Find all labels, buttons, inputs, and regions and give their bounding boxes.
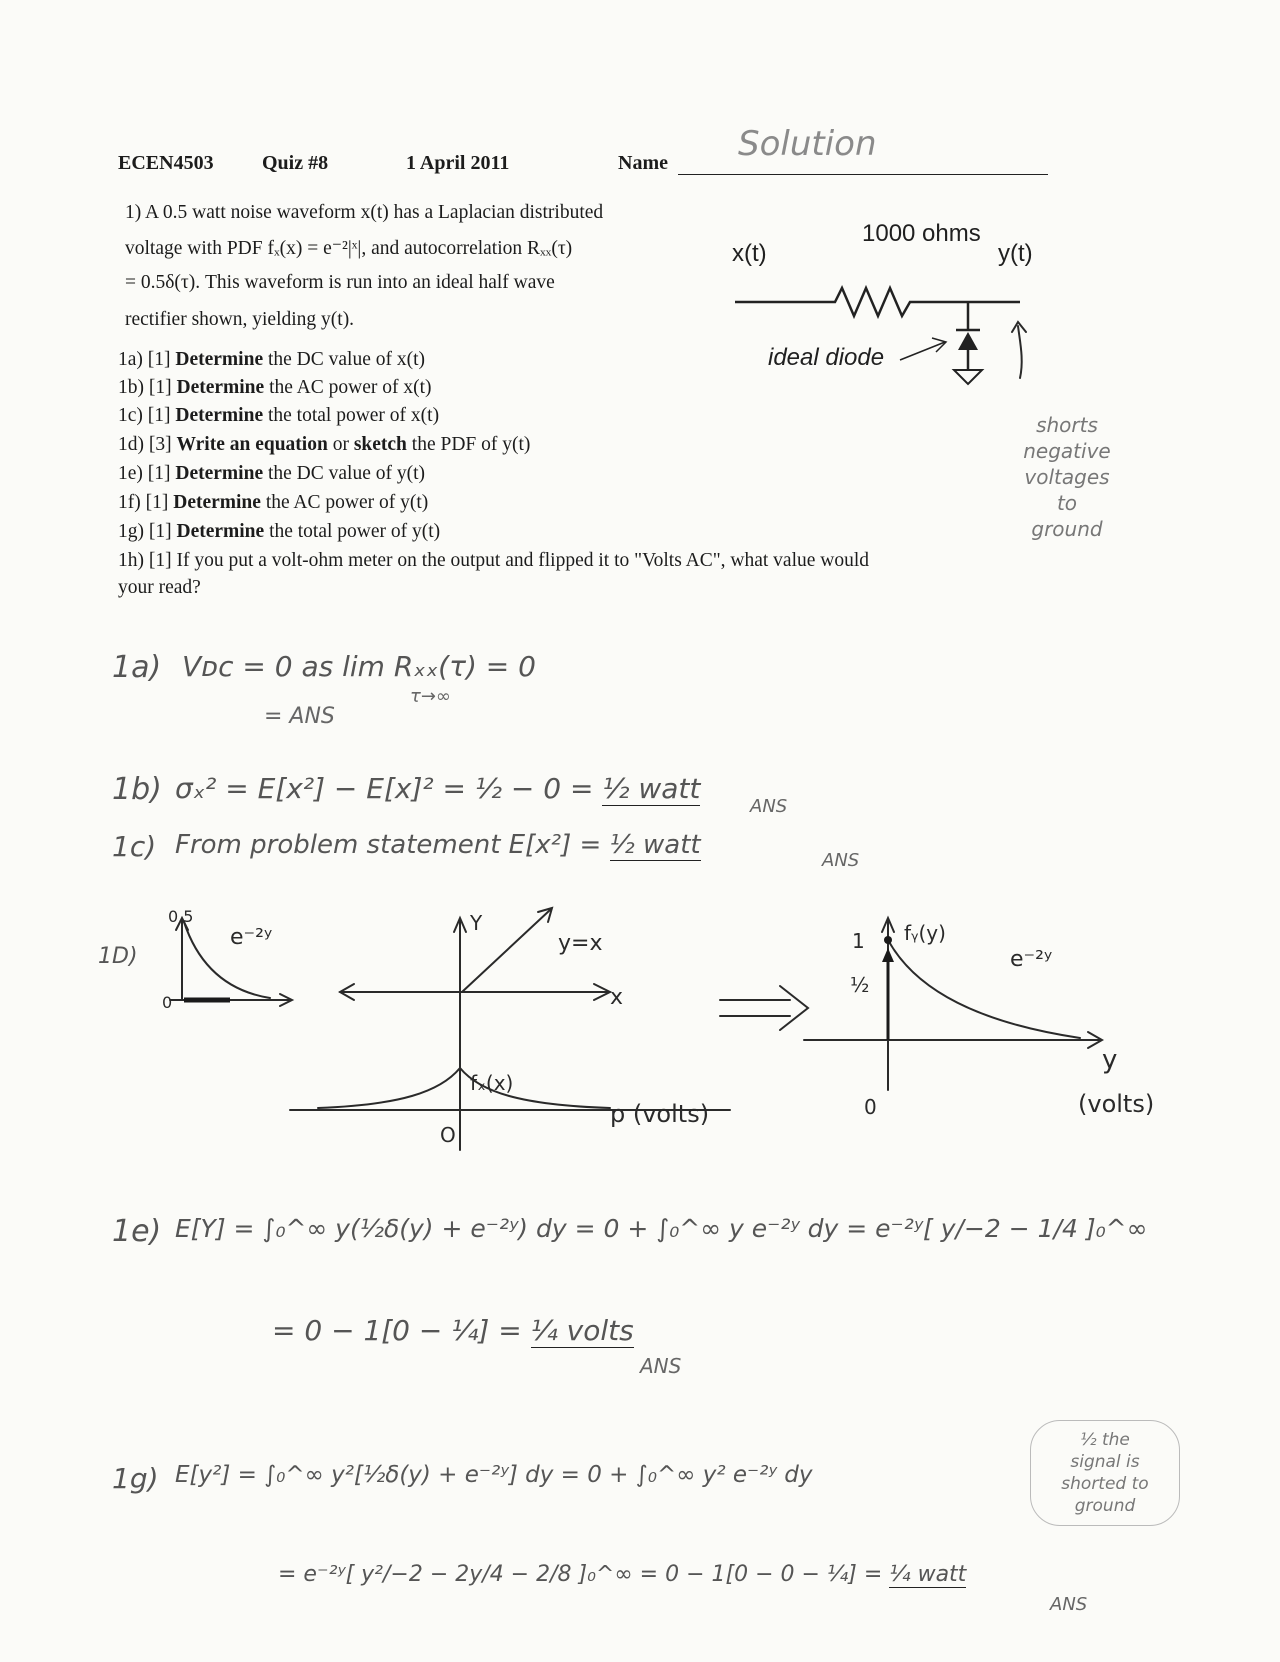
- fy-label: fᵧ(y): [904, 921, 946, 945]
- course-code: ECEN4503: [118, 152, 214, 174]
- question-text: the total power of y(t): [264, 521, 441, 542]
- question-verb: Determine: [176, 377, 265, 398]
- diode-note-line: shorts: [1036, 413, 1098, 437]
- solution-1g-ans: ¼ watt: [889, 1562, 967, 1587]
- solution-1c-text: [175, 830, 701, 860]
- question-text: the DC value of y(t): [263, 463, 426, 484]
- solution-1e-eq: = 0 − 1[0 − ¼] =: [272, 1314, 531, 1347]
- question-id: 1d) [3]: [118, 434, 172, 455]
- circuit-output-label: y(t): [998, 240, 1033, 267]
- solution-1e-ans: ¼ volts: [530, 1314, 634, 1347]
- rectifier-circuit-diagram: [720, 260, 1080, 420]
- question-1b: [118, 373, 432, 402]
- y-label: y: [1102, 1045, 1118, 1075]
- question-1a: [118, 345, 425, 374]
- solution-1b-label: 1b): [112, 772, 162, 807]
- zero2-label: 0: [864, 1095, 877, 1119]
- one-label: 1: [852, 929, 865, 953]
- question-verb: sketch: [353, 434, 407, 455]
- question-text: the DC value of x(t): [263, 349, 426, 370]
- note-line: shorted to: [1061, 1474, 1149, 1494]
- zero-label: 0: [162, 993, 173, 1012]
- quiz-number: Quiz #8: [262, 152, 329, 174]
- peak-label: 0.5: [168, 907, 194, 926]
- exp2-label: e⁻²ʸ: [1010, 947, 1053, 972]
- diode-note: [1012, 412, 1122, 542]
- question-verb: Determine: [176, 521, 265, 542]
- solution-1g-eq: = e⁻²ʸ[ y²/−2 − 2y/4 − 2/8 ]₀^∞ = 0 − 1[0 − 0 − ¼] =: [278, 1562, 890, 1587]
- solution-1b-ans: ½ watt: [602, 772, 701, 805]
- question-verb: Write an equation: [176, 434, 328, 455]
- note-line: ground: [1074, 1496, 1136, 1516]
- origin-label: O: [440, 1123, 456, 1147]
- question-1c: [118, 401, 439, 430]
- x-axis-label: x: [610, 985, 624, 1010]
- problem-line-4: rectifier shown, yielding y(t).: [125, 309, 355, 330]
- circuit-input-label: x(t): [732, 240, 767, 267]
- question-1g: [118, 517, 440, 546]
- question-id: 1a) [1]: [118, 349, 171, 370]
- problem-line-1: 1) A 0.5 watt noise waveform x(t) has a Laplacian distributed: [125, 202, 604, 223]
- question-verb: Determine: [173, 492, 261, 513]
- solution-1a-text: Vᴅᴄ = 0 as lim Rₓₓ(τ) = 0: [182, 650, 536, 683]
- solution-1d-label: 1D): [98, 944, 138, 969]
- solution-1e-label: 1e): [112, 1214, 162, 1249]
- question-id: 1f) [1]: [118, 492, 169, 513]
- question-verb: Determine: [175, 405, 264, 426]
- question-text: the total power of x(t): [263, 405, 440, 426]
- solution-1c-tag: ANS: [822, 850, 860, 871]
- name-value: Solution: [738, 124, 877, 164]
- solution-1b-text: [175, 772, 700, 805]
- solution-1e-line2: [272, 1314, 634, 1347]
- resistor-label: 1000 ohms: [862, 220, 981, 247]
- solution-1c-ans: ½ watt: [609, 830, 701, 860]
- note-line: signal is: [1070, 1452, 1140, 1472]
- volts-label: (volts): [1078, 1090, 1155, 1118]
- question-1f: [118, 488, 428, 517]
- diode-note-line: ground: [1031, 517, 1103, 541]
- p-volts-label: p (volts): [610, 1100, 710, 1128]
- solution-1c-eq: From problem statement E[x²] =: [175, 830, 610, 860]
- diode-note-line: voltages to: [1024, 465, 1110, 515]
- question-1h: [118, 546, 869, 575]
- diode-note-line: negative: [1023, 439, 1111, 463]
- solution-1a-ans: = ANS: [264, 704, 335, 729]
- problem-line-3: = 0.5δ(τ). This waveform is run into an ideal half wave: [125, 272, 555, 293]
- solution-1a-sub: τ→∞: [410, 686, 451, 707]
- solution-1b-eq: σₓ² = E[x²] − E[x]² = ½ − 0 =: [175, 772, 603, 805]
- pdf-sketches: [140, 900, 1180, 1190]
- solution-1g-tag: ANS: [1050, 1594, 1088, 1615]
- diode-label: ideal diode: [768, 344, 885, 371]
- question-text: If you put a volt-ohm meter on the output and flipped it to "Volts AC", what value would: [171, 550, 870, 571]
- question-1h-tail: your read?: [118, 577, 201, 598]
- solution-1g-label: 1g): [112, 1462, 159, 1495]
- question-id: 1g) [1]: [118, 521, 172, 542]
- fx-label: fₓ(x): [470, 1071, 514, 1095]
- solution-1b-tag: ANS: [750, 796, 788, 817]
- y-axis-label: Y: [470, 911, 483, 935]
- solution-1g-line2: [278, 1562, 966, 1587]
- solution-1e-line1: E[Y] = ∫₀^∞ y(½δ(y) + e⁻²ʸ) dy = 0 + ∫₀^∞ y e⁻²ʸ dy = e⁻²ʸ[ y/−2 − 1/4 ]₀^∞: [175, 1214, 1148, 1243]
- question-text: or: [327, 434, 354, 455]
- solution-1e-tag: ANS: [640, 1354, 682, 1378]
- solution-1g-note: [1030, 1420, 1180, 1526]
- solution-1g-line1: E[y²] = ∫₀^∞ y²[½δ(y) + e⁻²ʸ] dy = 0 + ∫₀^∞ y² e⁻²ʸ dy: [175, 1462, 813, 1488]
- question-1e: [118, 459, 425, 488]
- question-text: the AC power of x(t): [264, 377, 432, 398]
- question-id: 1c) [1]: [118, 405, 171, 426]
- exp-label: e⁻²ʸ: [230, 925, 273, 950]
- solution-1a-label: 1a): [112, 650, 162, 685]
- half-label: ½: [850, 973, 870, 997]
- question-verb: Determine: [175, 463, 264, 484]
- solution-1c-label: 1c): [112, 830, 157, 863]
- quiz-date: 1 April 2011: [406, 152, 510, 174]
- question-text: the PDF of y(t): [406, 434, 531, 455]
- name-underline: [678, 174, 1048, 175]
- problem-line-2: voltage with PDF fₓ(x) = e⁻²|ˣ|, and autocorrelation Rₓₓ(τ): [125, 238, 573, 259]
- question-1d: [118, 430, 530, 459]
- note-line: ½ the: [1080, 1430, 1130, 1450]
- question-text: the AC power of y(t): [260, 492, 429, 513]
- transfer-line-label: y=x: [558, 931, 603, 956]
- question-id: 1b) [1]: [118, 377, 172, 398]
- question-verb: Determine: [175, 349, 264, 370]
- question-id: 1e) [1]: [118, 463, 171, 484]
- question-id: 1h) [1]: [118, 550, 172, 571]
- name-label: Name: [618, 152, 668, 174]
